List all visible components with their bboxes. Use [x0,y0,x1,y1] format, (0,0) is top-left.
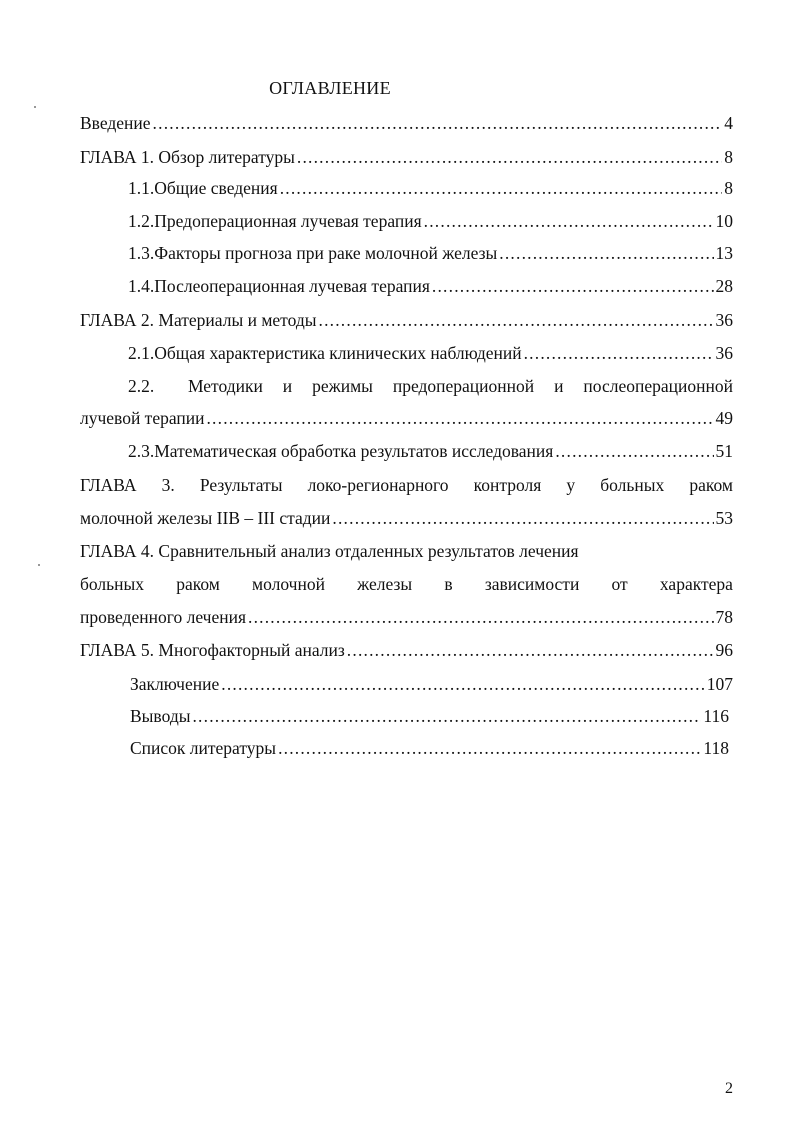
toc-entry-section-2-2[interactable]: 2.2. Методики и режимы предоперационной и послеоперационной [128,376,733,396]
toc-entry-conclusion[interactable]: Заключение ..... 107 [130,671,733,697]
page-number: 2 [725,1080,733,1097]
toc-entry-chapter-4[interactable]: ГЛАВА 4. Сравнительный анализ отдаленных результатов лечения [80,541,579,561]
toc-entry-section-1-1[interactable]: 1.1. Общие сведения ..... 8 [128,175,733,201]
leader-dots [499,240,713,266]
leader-dots [555,438,713,464]
leader-dots [192,703,701,729]
toc-entry-findings[interactable]: Выводы ..... 116 [130,703,729,729]
toc-entry-references[interactable]: Список литературы ..... 118 [130,735,729,761]
toc-entry-section-1-3[interactable]: 1.3. Факторы прогноза при раке молочной железы ..... 13 [128,240,733,266]
toc-entry-section-2-2-continued[interactable]: лучевой терапии ..... 49 [80,405,733,431]
scan-speck [34,106,36,108]
toc-entry-chapter-1[interactable]: ГЛАВА 1. Обзор литературы ..... 8 [80,144,733,170]
toc-entry-chapter-3[interactable]: ГЛАВА 3. Результаты локо-регионарного контроля у больных раком [80,475,733,495]
leader-dots [221,671,705,697]
toc-entry-section-1-4[interactable]: 1.4. Послеоперационная лучевая терапия ..... 28 [128,273,733,299]
toc-entry-chapter-5[interactable]: ГЛАВА 5. Многофакторный анализ ..... 96 [80,637,733,663]
leader-dots [432,273,714,299]
toc-entry-intro[interactable]: Введение ..... 4 [80,110,733,136]
leader-dots [248,604,714,630]
toc-entry-chapter-2[interactable]: ГЛАВА 2. Материалы и методы ..... 36 [80,307,733,333]
toc-entry-chapter-4-line-2[interactable]: больных раком молочной железы в зависимости от характера [80,574,733,594]
leader-dots [206,405,713,431]
toc-entry-chapter-3-continued[interactable]: молочной железы IIВ – III стадии ..... 53 [80,505,733,531]
leader-dots [319,307,714,333]
toc-entry-section-2-3[interactable]: 2.3. Математическая обработка результатов исследования ..... 51 [128,438,733,464]
toc-title: ОГЛАВЛЕНИЕ [269,78,391,98]
leader-dots [280,175,723,201]
toc-entry-section-2-1[interactable]: 2.1. Общая характеристика клинических наблюдений ..... 36 [128,340,733,366]
toc-entry-section-1-2[interactable]: 1.2. Предоперационная лучевая терапия ..... 10 [128,208,733,234]
leader-dots [332,505,713,531]
leader-dots [524,340,714,366]
leader-dots [347,637,714,663]
leader-dots [297,144,722,170]
leader-dots [153,110,723,136]
leader-dots [424,208,714,234]
scan-speck [38,564,40,566]
toc-entry-chapter-4-continued[interactable]: проведенного лечения ..... 78 [80,604,733,630]
leader-dots [278,735,701,761]
